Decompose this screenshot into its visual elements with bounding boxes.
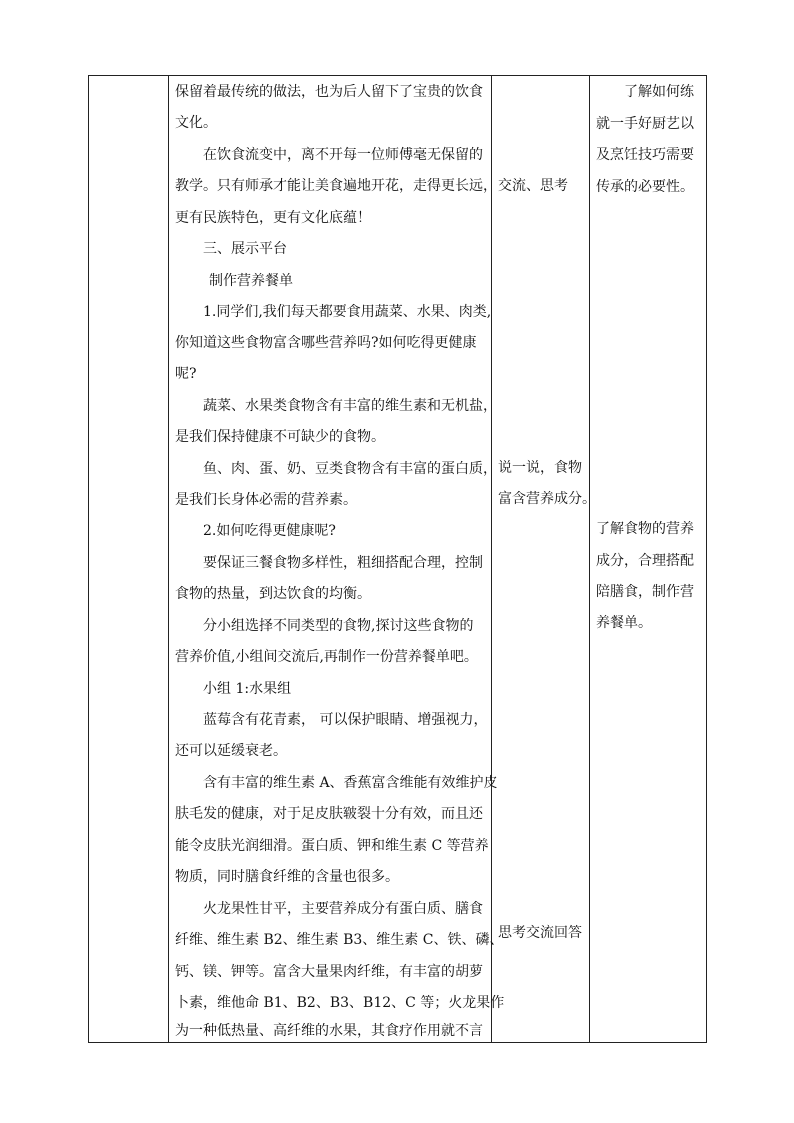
content-line: 更有民族特色，更有文化底蕴！ [175,210,371,226]
intent-line: 传承的必要性。 [596,179,694,195]
content-line: 纤维、维生素 B2、维生素 B3、维生素 C、铁、磷、 [175,932,504,948]
section-heading: 三、展示平台 [203,241,287,257]
content-line: 火龙果性甘平，主要营养成分有蛋白质、膳食 [203,901,483,917]
group-heading: 小组 1:水果组 [203,681,292,697]
activity-line: 说一说，食物 [498,460,582,476]
content-line: 肤毛发的健康，对于足皮肤皲裂十分有效，而且还 [175,806,483,822]
content-line: 2.如何吃得更健康呢? [203,523,336,539]
content-line: 分小组选择不同类型的食物,探讨这些食物的 [203,618,474,634]
content-line: 为一种低热量、高纤维的水果，其食疗作用就不言 [175,1023,483,1039]
activity-line: 交流、思考 [498,178,568,194]
activity-line: 富含营养成分。 [498,491,596,507]
activity-line: 思考交流回答 [498,925,582,941]
intent-line: 了解如何练 [624,84,694,100]
content-line: 教学。只有师承才能让美食遍地开花，走得更长远， [175,178,497,194]
content-line: 是我们保持健康不可缺少的食物。 [175,429,385,445]
subsection-heading: 制作营养餐单 [209,273,293,289]
content-line: 物质，同时膳食纤维的含量也很多。 [175,869,399,885]
content-line: 是我们长身体必需的营养素。 [175,492,357,508]
intent-line: 养餐单。 [596,615,652,631]
intent-line: 陪膳食，制作营 [596,584,694,600]
content-line: 要保证三餐食物多样性，粗细搭配合理，控制 [203,555,483,571]
content-line: 文化。 [175,115,217,131]
content-line: 呢? [175,366,197,382]
intent-line: 了解食物的营养 [596,521,694,537]
content-line: 保留着最传统的做法，也为后人留下了宝贵的饮食 [175,84,483,100]
design-intent-column [590,76,707,1042]
content-line: 营养价值,小组间交流后,再制作一份营养餐单吧。 [175,649,478,665]
content-line: 食物的热量，到达饮食的均衡。 [175,586,371,602]
intent-line: 就一手好厨艺以 [596,116,694,132]
content-line: 蔬菜、水果类食物含有丰富的维生素和无机盐， [203,398,497,414]
content-line: 在饮食流变中，离不开每一位师傅毫无保留的 [203,147,483,163]
intent-line: 成分，合理搭配 [596,553,694,569]
content-line: 能令皮肤光润细滑。蛋白质、钾和维生素 C 等营养 [175,838,489,854]
content-line: 卜素，维他命 B1、B2、B3、B12、C 等；火龙果作 [175,995,505,1011]
content-line: 1.同学们,我们每天都要食用蔬菜、水果、肉类, [203,304,492,320]
teaching-content-column [169,76,505,1042]
content-line: 含有丰富的维生素 A、香蕉富含维能有效维护皮 [203,775,498,791]
content-line: 蓝莓含有花青素， 可以保护眼睛、增强视力， [203,712,488,728]
content-line: 钙、镁、钾等。富含大量果肉纤维，有丰富的胡萝 [175,964,483,980]
intent-line: 及烹饪技巧需要 [596,147,694,163]
student-activity-column [492,76,596,1042]
content-line: 鱼、肉、蛋、奶、豆类食物含有丰富的蛋白质， [203,461,497,477]
content-line: 你知道这些食物富含哪些营养吗?如何吃得更健康 [175,335,477,351]
content-line: 还可以延缓衰老。 [175,743,287,759]
lesson-plan-table [88,75,707,1043]
